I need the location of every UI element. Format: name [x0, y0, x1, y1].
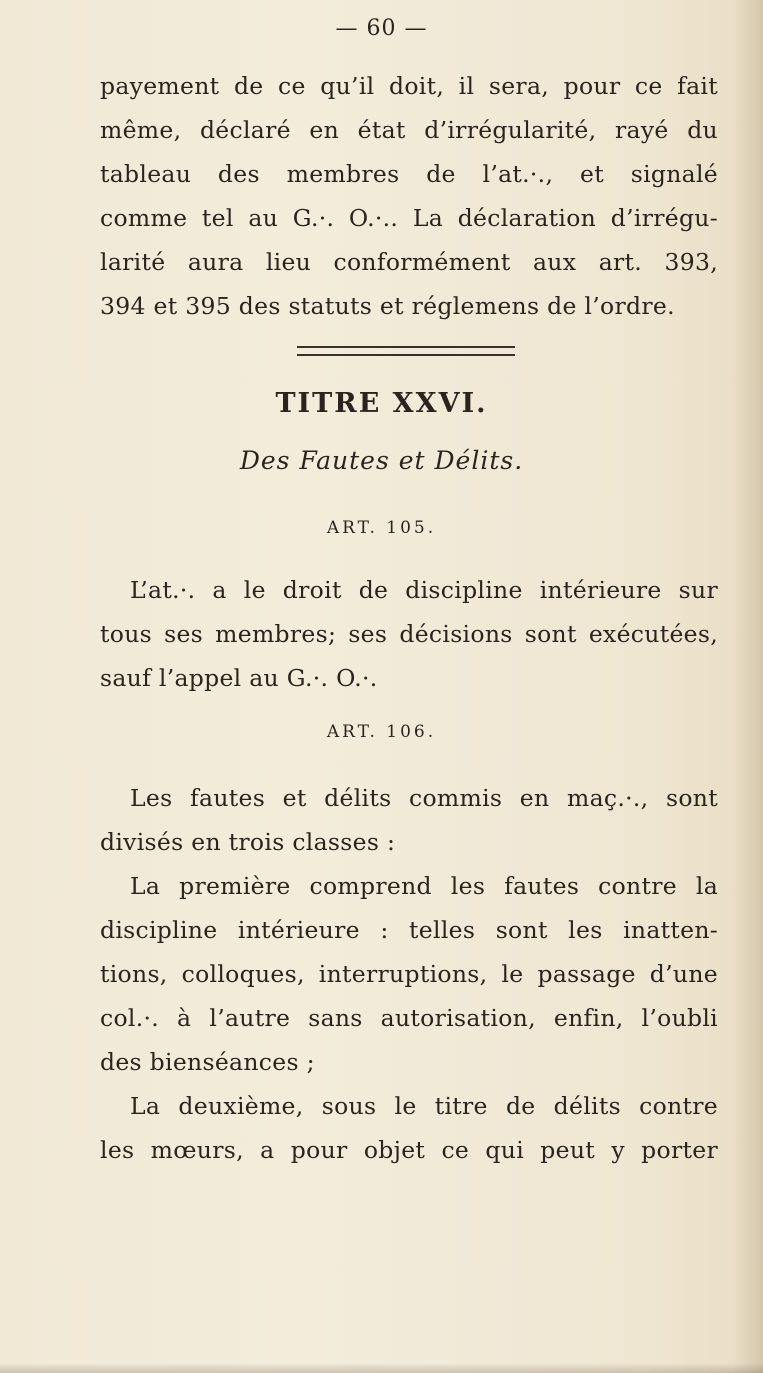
text-line: les mœurs, a pour objet ce qui peut y porter — [100, 1136, 718, 1164]
text-line: tableau des membres de l’at.·., et signalé — [100, 160, 718, 188]
article-105-body — [100, 568, 718, 700]
text-line: La première comprend les fautes contre la — [130, 872, 718, 900]
text-line: discipline intérieure : telles sont les inatten- — [100, 916, 718, 944]
chapter-title: TITRE XXVI. — [275, 388, 488, 419]
page-edge-shadow — [733, 0, 763, 1373]
text-line: tions, colloques, interruptions, le passage d’une — [100, 960, 718, 988]
text-line: larité aura lieu conformément aux art. 393, — [100, 248, 718, 276]
text-line: col.·. à l’autre sans autorisation, enfin, l’oubli — [100, 1004, 718, 1032]
text-line: 394 et 395 des statuts et réglemens de l’ordre. — [100, 292, 675, 320]
text-line: même, déclaré en état d’irrégularité, rayé du — [100, 116, 718, 144]
text-line: payement de ce qu’il doit, il sera, pour ce fait — [100, 72, 718, 100]
double-rule-divider — [297, 346, 515, 356]
paragraph-top — [100, 64, 718, 328]
article-106-body — [100, 776, 718, 1172]
text-line: sauf l’appel au G.·. O.·. — [100, 664, 378, 692]
text-line: Les fautes et délits commis en maç.·., sont — [130, 784, 718, 812]
page-bottom-shadow — [0, 1363, 763, 1373]
text-line: La deuxième, sous le titre de délits contre — [130, 1092, 718, 1120]
text-line: divisés en trois classes : — [100, 828, 396, 856]
text-line: des bienséances ; — [100, 1048, 315, 1076]
chapter-subtitle: Des Fautes et Délits. — [239, 446, 524, 475]
text-line: tous ses membres; ses décisions sont exécutées, — [100, 620, 718, 648]
article-106-heading: ART. 106. — [326, 722, 437, 742]
text-line: comme tel au G.·. O.·.. La déclaration d’irrégu- — [100, 204, 718, 232]
text-line: L’at.·. a le droit de discipline intérieure sur — [130, 576, 718, 604]
article-105-heading: ART. 105. — [326, 518, 437, 538]
page-number: — 60 — — [335, 16, 428, 41]
